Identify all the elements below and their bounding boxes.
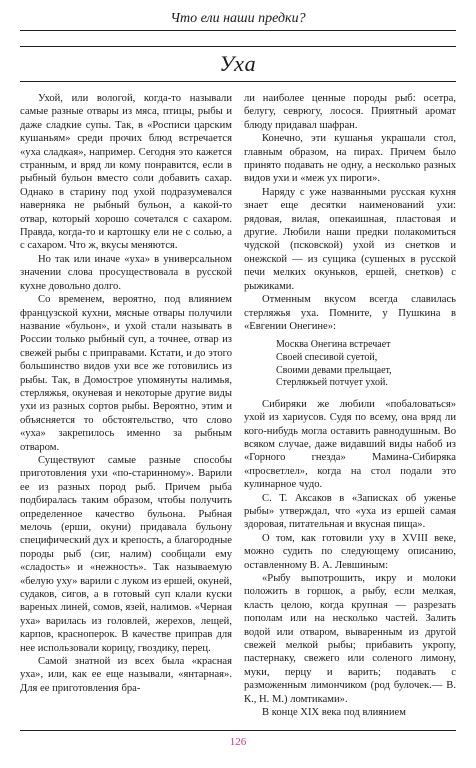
right-column	[244, 92, 456, 724]
chapter-title-box	[20, 46, 456, 82]
bottom-rule	[20, 730, 456, 731]
chapter-title: Уха	[219, 51, 257, 76]
paragraph: О том, как готовили уху в XVIII веке, можно судить по следующему описанию, оставленному В. А. Левшиным:	[244, 532, 456, 571]
paragraph: В конце XIX века под влиянием	[262, 707, 406, 719]
verse-line: Стерляжьей потчует ухой.	[276, 377, 388, 389]
paragraph: Сибиряки же любили «побаловаться» ухой из хариусов. Судя по всему, она вряд ли кого-нибудь могла оставить равнодушным. Во всяком случае, даже видавший виды набоб из «Горного гнезда» Мамина-Сибиряка «просветлел», когда на стол подали это кулинарное чудо.	[244, 398, 456, 491]
verse-line: Москва Онегина встречает	[276, 339, 391, 351]
paragraph: Ухой, или вологой, когда-то называли самые разные отвары из мяса, птицы, рыбы и даже сладкие супы. Так, в «Росписи царским кушаньям» среди прочих блюд встречается «уха сладкая», например. Сегодня это кажется странным, и вряд ли кому понравится, если в рыбный бульон вместо соли добавить сахар. Однако в старину под ухой подразумевался наверняка не рыбный бульон, а какой-то отвар, который хорошо сочетался с сахаром. Правда, когда-то и картошку ели не с солью, а с сахаром. Что ж, вкусы меняются.	[20, 93, 232, 252]
paragraph: Конечно, эти кушанья украшали стол, главным образом, на пирах. Причем было принято подавать не одну, а несколько разных видов ухи и «меж ух пироги».	[244, 133, 456, 185]
left-column	[20, 92, 232, 724]
paragraph: Со временем, вероятно, под влиянием французской кухни, мясные отвары получили название «бульон», и ухой стали называть в России только рыбный суп, а точнее, отвар из свежей рыбы с приправами. Кстати, и до этого большинство видов ухи все же готовились из рыбы. Так, в Домострое упомянуты налимья, стерляжья, окуневая и некоторые другие виды ухи из разных сортов рыбы. Вероятно, этим и объясняется то обстоятельство, что слово «уха» закрепилось именно за рыбным отваром.	[20, 294, 232, 453]
verse-line: Своей спесивой суетой,	[276, 351, 378, 363]
paragraph: Но так или иначе «уха» в универсальном значении слова просуществовала в русской кухне довольно долго.	[20, 253, 232, 292]
paragraph: С. Т. Аксаков в «Записках об уженье рыбы» утверждал, что «уха из ершей самая здоровая, питательная и вкусная пища».	[244, 492, 456, 531]
paragraph: Наряду с уже названными русская кухня знает еще десятки наименований ухи: рядовая, вилая, опекаишная, пластовая и другие. Любили наши предки полакомиться чудской (псковской) ухой из снетков и онежской — из сущика (сушеных в русской печи мелких окуньков, ершей, снетков) с рыжиками.	[244, 186, 456, 292]
running-head: Что ели наши предки?	[20, 8, 456, 31]
pushkin-verse	[276, 339, 456, 389]
paragraph: ли наиболее ценные породы рыб: осетра, белугу, севрюгу, лосося. Приятный аромат блюду придавал шафран.	[244, 93, 456, 131]
paragraph: Отменным вкусом всегда славилась стерляжья уха. Помните, у Пушкина в «Евгении Онегине»:	[244, 294, 456, 332]
page-number: 126	[229, 736, 247, 748]
paragraph: Существуют самые разные способы приготовления ухи «по-старинному». Варили ее из разных пород рыб. Причем рыба подбиралась таким образом, чтобы получить определенное качество бульона. Рыбная мелочь (ерши, окуни) придавала бульону специфический дух и крепость, а благородные породы рыб (сиг, налим) сообщали ему «сладость» и «нежность». Так называемую «белую уху» варили с луком из ершей, окуней, судаков, сигов, а в готовый суп клали куски вареных линей, сомов, язей, налимов. «Черная уха» варилась из головлей, жерехов, лещей, карпов, красноперок. В качестве приправ для нее использовали корицу, гвоздику, перец.	[20, 454, 232, 654]
verse-line: Своими девами прельщает,	[276, 364, 392, 376]
paragraph: «Рыбу выпотрошить, икру и молоки положить в горшок, а рыбу, если мелкая, класть целою, когда крупная — разрезать пополам или на несколько частей. Залить водой или отваром, вываренным из другой свежей мелкой рыбы; прибавить укропу, пастернаку, свежего или соленого лимону, муки, перцу и варить; подавать с разможенным лимончиком (род булочек.— В. К., Н. М.) ломтиками».	[244, 572, 456, 705]
paragraph: Самой знатной из всех была «красная уха», или, как ее еще называли, «янтарная». Для ее приготовления бра-	[20, 656, 232, 694]
